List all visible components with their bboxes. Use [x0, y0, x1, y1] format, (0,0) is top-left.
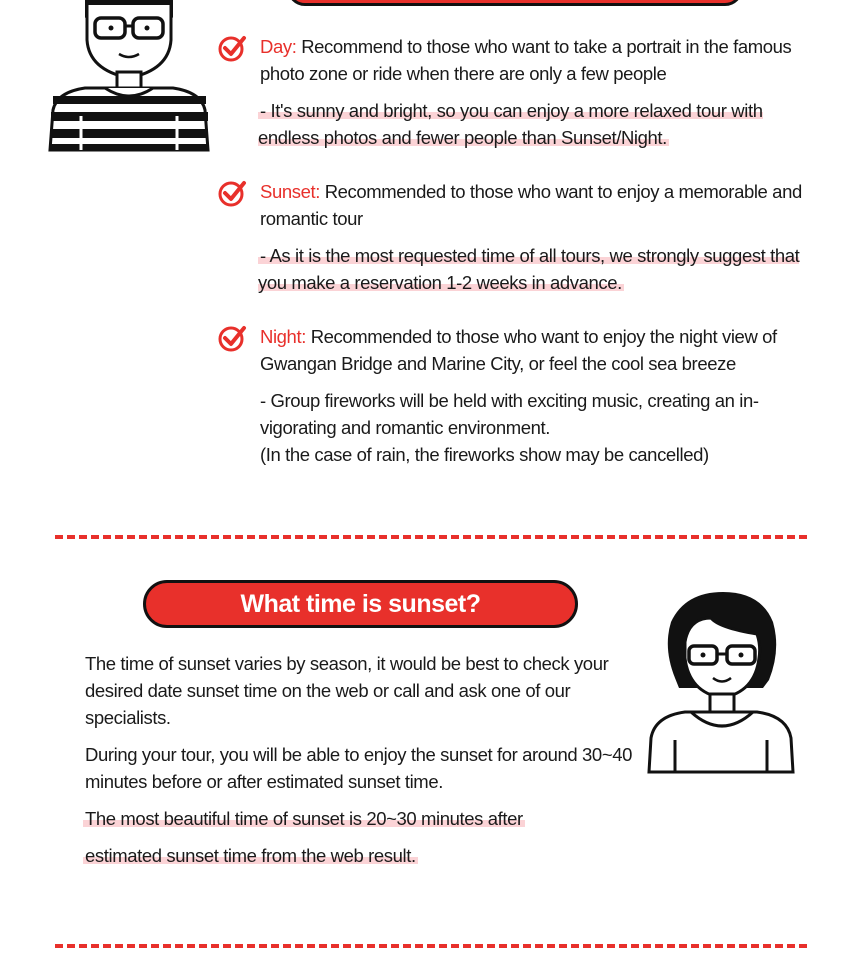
option-night-label: Night:	[260, 326, 306, 347]
check-circle-icon	[217, 178, 247, 208]
option-night-note-text: - Group fireworks will be held with exciting music, creating an in- vigorating and romantic environment.	[260, 390, 759, 438]
sunset-paragraph-2: During your tour, you will be able to enjoy the sunset for around 30~40 minutes before or after estimated sunset time.	[85, 744, 633, 792]
sunset-paragraph-3b	[83, 842, 643, 869]
option-sunset	[260, 178, 808, 232]
sunset-title-pill: What time is sunset?	[143, 580, 578, 628]
option-day-note	[258, 97, 810, 151]
check-circle-icon	[217, 33, 247, 63]
check-circle-icon	[217, 323, 247, 353]
top-title-pill	[287, 0, 743, 6]
option-sunset-text: Recommended to those who want to enjoy a memorable and romantic tour	[260, 181, 802, 229]
sunset-paragraph-3b-text: estimated sunset time from the web result.	[85, 845, 416, 866]
section-divider	[55, 944, 807, 948]
section-divider	[55, 535, 807, 539]
man-avatar-icon	[45, 0, 210, 155]
option-sunset-note	[258, 242, 810, 296]
woman-avatar-icon	[645, 588, 797, 776]
option-day-text: Recommend to those who want to take a portrait in the famous photo zone or ride when there are only a few people	[260, 36, 792, 84]
option-day-note-text: - It's sunny and bright, so you can enjoy a more relaxed tour with endless photos and fewer people than Sunset/Night.	[258, 100, 763, 148]
option-day-label: Day:	[260, 36, 297, 57]
option-sunset-note-text: - As it is the most requested time of all tours, we strongly suggest that you make a reservation 1-2 weeks in advance.	[258, 245, 800, 293]
option-night	[260, 323, 808, 377]
option-night-note	[260, 387, 808, 468]
option-sunset-label: Sunset:	[260, 181, 320, 202]
sunset-paragraph-3a	[83, 805, 643, 832]
sunset-paragraph-1: The time of sunset varies by season, it would be best to check your desired date sunset time on the web or call and ask one of our specialists.	[85, 653, 609, 728]
option-night-text: Recommended to those who want to enjoy the night view of Gwangan Bridge and Marine City, or feel the cool sea breeze	[260, 326, 777, 374]
option-night-note-rain: (In the case of rain, the fireworks show may be cancelled)	[260, 444, 709, 465]
sunset-paragraph-3a-text: The most beautiful time of sunset is 20~30 minutes after	[85, 808, 523, 829]
option-day	[260, 33, 808, 87]
